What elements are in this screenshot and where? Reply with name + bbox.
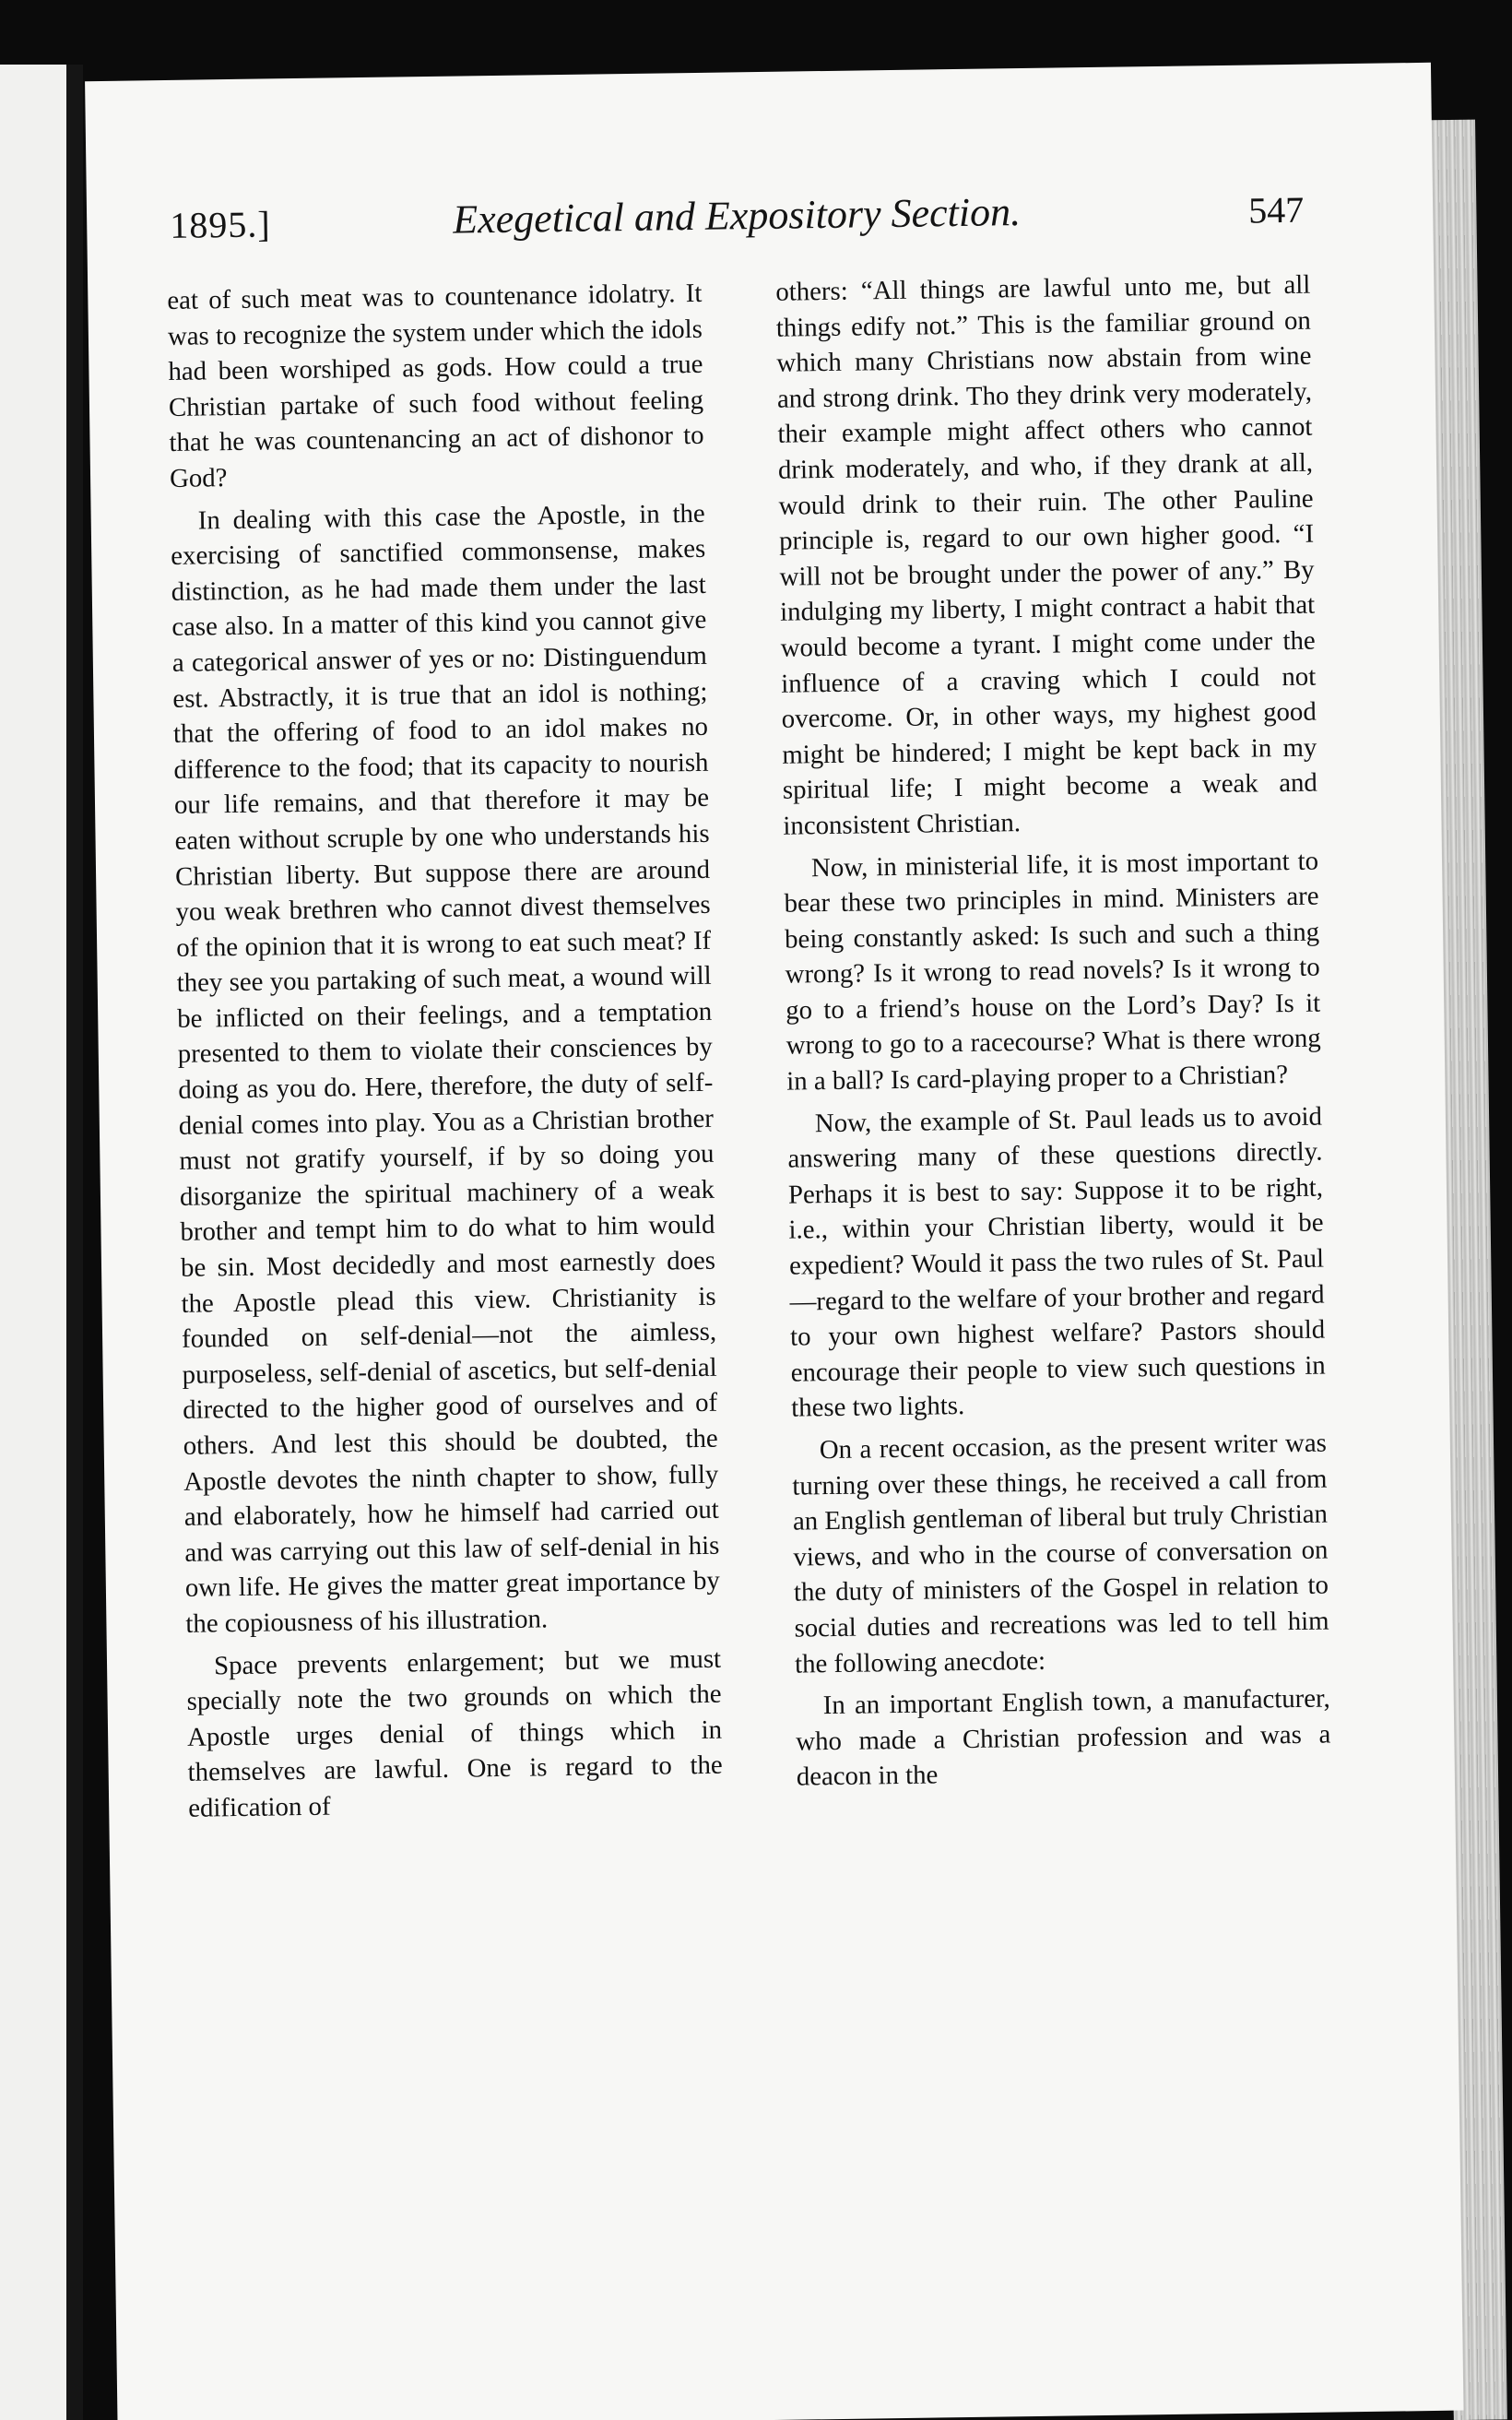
paragraph: Space prevents enlargement; but we must specially note the two grounds on which the Apostle urges denial of things which in themselves are lawful. One is regard to the edification of (186, 1643, 723, 1823)
header-section-title: Exegetical and Expository Section. (452, 189, 1022, 243)
paragraph: Now, the example of St. Paul leads us to avoid answering many of these questions directly. Perhaps it is best to say: Suppose it to be right, i.e., within your Christian liberty, would it be expedient? Would it pass the two rules of St. Paul—regard to the welfare of your brother and regard to your own highest welfare? Pastors should encourage their people to view such questions in these two lights. (787, 1101, 1326, 1424)
right-column (775, 267, 1331, 1818)
paragraph: In an important English town, a manufacturer, who made a Christian profession and was a deacon in the (796, 1683, 1331, 1792)
previous-page-edge (0, 65, 72, 2420)
paragraph: eat of such meat was to countenance idolatry. It was to recognize the system under which the idols had been worshiped as gods. How could a true Christian partake of such food without feeling that he was countenancing an act of dishonor to God? (167, 278, 704, 493)
book-page (85, 63, 1463, 2420)
left-column (167, 276, 723, 1826)
book-gutter (66, 65, 83, 2420)
paragraph: In dealing with this case the Apostle, in the exercising of sanctified commonsense, makes distinction, as he had made them under the last case also. In a matter of this kind you cannot give a categorical answer of yes or no: Distinguendum est. Abstractly, it is true that an idol is nothing; that the offering of food to an idol makes no difference to the food; that its capacity to nourish our life remains, and that therefore it may be eaten without scruple by one who understands his Christian liberty. But suppose there are around you weak brethren who cannot divest themselves of the opinion that it is wrong to eat such meat? If they see you partaking of such meat, a wound will be inflicted on their feelings, and a temptation presented to them to violate their consciences by doing as you do. Here, therefore, the duty of self-denial comes into play. You as a Christian brother must not gratify yourself, if by so doing you disorganize the spiritual machinery of a weak brother and tempt him to do what to him would be sin. Most decidedly and most earnestly does the Apostle plead this view. Christianity is founded on self-denial—not the aimless, purposeless, self-denial of ascetics, but self-denial directed to the higher good of ourselves and of others. And lest this should be doubted, the Apostle devotes the ninth chapter to show, fully and elaborately, how he himself had carried out and was carrying out this law of self-denial in his own life. He gives the matter great importance by the copiousness of his illustration. (171, 498, 721, 1639)
paragraph: On a recent occasion, as the present writer was turning over these things, he received a call from an English gentleman of liberal but truly Christian views, and who in the course of conversation on the duty of ministers of the Gospel in relation to social duties and recreations was led to tell him the following anecdote: (792, 1428, 1329, 1679)
text-columns (167, 267, 1331, 1827)
paragraph: others: “All things are lawful unto me, but all things edify not.” This is the familiar ground on which many Christians now abstain from wine and strong drink. Tho they drink very moderately, their example might affect others who cannot drink moderately, and who, if they drank at all, would drink to their ruin. The other Pauline principle is, regard to our own higher good. “I will not be brought under the power of any.” By indulging my liberty, I might contract a habit that would become a tyrant. I might come under the influence of a craving which I could not overcome. Or, in other ways, my highest good might be hindered; I might be kept back in my spiritual life; I might become a weak and inconsistent Christian. (775, 269, 1318, 841)
page-number: 547 (1247, 188, 1305, 231)
header-year: 1895.] (169, 203, 271, 246)
paragraph: Now, in ministerial life, it is most important to bear these two principles in mind. Ministers are being constantly asked: Is such and such a thing wrong? Is it wrong to read novels? Is it wrong to go to a friend’s house on the Lord’s Day? Is it wrong to go to a racecourse? What is there wrong in a ball? Is card-playing proper to a Christian? (784, 846, 1321, 1097)
running-header (170, 184, 1305, 274)
